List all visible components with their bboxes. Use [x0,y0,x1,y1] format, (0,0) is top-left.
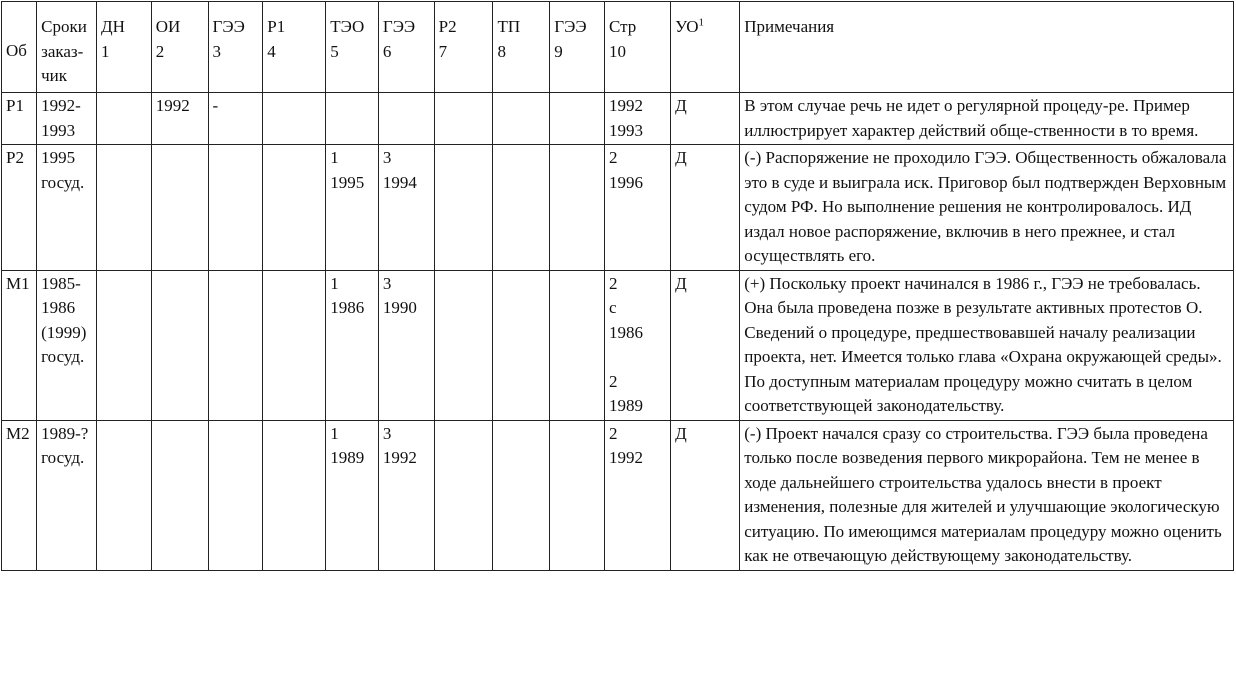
header-uo: $УО^1$ [671,2,740,93]
cell-ob: Р2 [6,148,24,167]
header-str: Стр 10 [605,2,671,93]
cell-gee6: 3 1990 [382,273,417,317]
cell-ob: М1 [6,273,30,293]
header-row [2,2,1234,93]
cell-sroki: 1992- 1993 [41,96,81,140]
cell-note: В этом случае речь не идет о регулярной процеду-ре. Пример иллюстрирует характер действий обще-ственности в то время. [744,96,1199,140]
cell-ob: Р1 [6,96,24,115]
cell-sroki: 1989-? госуд. [41,423,89,467]
footnote-marker: 1 [698,16,705,29]
cell-teo: 1 1989 [330,423,365,467]
header-gee3: ГЭЭ 3 [208,2,263,93]
table-row [2,420,1234,570]
header-dn: ДН 1 [97,2,152,93]
cell-uo: Д [675,273,687,293]
table-row [2,270,1234,420]
cell-sroki: 1995 госуд. [41,148,85,192]
cell-uo: Д [675,148,687,167]
header-r2: Р2 7 [434,2,493,93]
cell-note: (-) Распоряжение не проходило ГЭЭ. Общественность обжаловала это в суде и выиграла иск. Приговор был подтвержден Верховным судом РФ. Но выполнение решения не контролировалось. ИД издал новое распоряжение, включив в него прежнее, и стал осуществлять его. [744,148,1227,265]
header-oi: ОИ 2 [151,2,208,93]
cell-note: (-) Проект начался сразу со строительства. ГЭЭ была проведена только после возведения первого микрорайона. Тем не менее в ходе дальнейшего строительства удалось внести в проект изменения, полезные для жителей и улучшающие экологическую ситуацию. По имеющимся материалам процедуру можно оценить как не отвечающую действующему законодательству. [744,423,1222,565]
cell-ob: М2 [6,423,30,443]
cell-str: 2 1996 [609,148,643,192]
cell-str: 2 1992 [609,423,643,467]
header-gee9: ГЭЭ 9 [550,2,605,93]
cell-uo: Д [675,96,687,115]
header-ob: Об [2,2,37,93]
cell-teo: 1 1986 [330,273,365,317]
table-row [2,93,1234,145]
cell-gee6: 3 1992 [382,423,417,467]
cell-oi: 1992 [155,96,190,115]
header-gee6: ГЭЭ 6 [378,2,434,93]
cell-note: (+) Поскольку проект начинался в 1986 г., ГЭЭ не требовалась. Она была проведена позже в результате активных протестов О. Сведений о процедуре, предшествовавшей началу реализации проекта, нет. Имеется только глава «Охрана окружающей среды». По доступным материалам процедуру можно считать в целом соответствующей законодательству. [744,273,1222,415]
cell-sroki: 1985- 1986 (1999) госуд. [41,273,87,366]
cell-gee3: - [212,96,219,115]
header-notes: Примечания [740,2,1234,93]
table-row [2,145,1234,271]
cell-str: 2 с 1986 2 1989 [609,273,643,415]
cell-str: 1992 1993 [609,96,643,140]
header-teo: ТЭО 5 [326,2,379,93]
header-sroki: Сроки заказ- чик [37,2,97,93]
procedure-table [1,1,1234,571]
cell-uo: Д [675,423,687,443]
header-r1: Р1 4 [263,2,326,93]
cell-gee6: 3 1994 [382,148,417,192]
cell-teo: 1 1995 [330,148,365,192]
header-tp: ТП 8 [493,2,550,93]
